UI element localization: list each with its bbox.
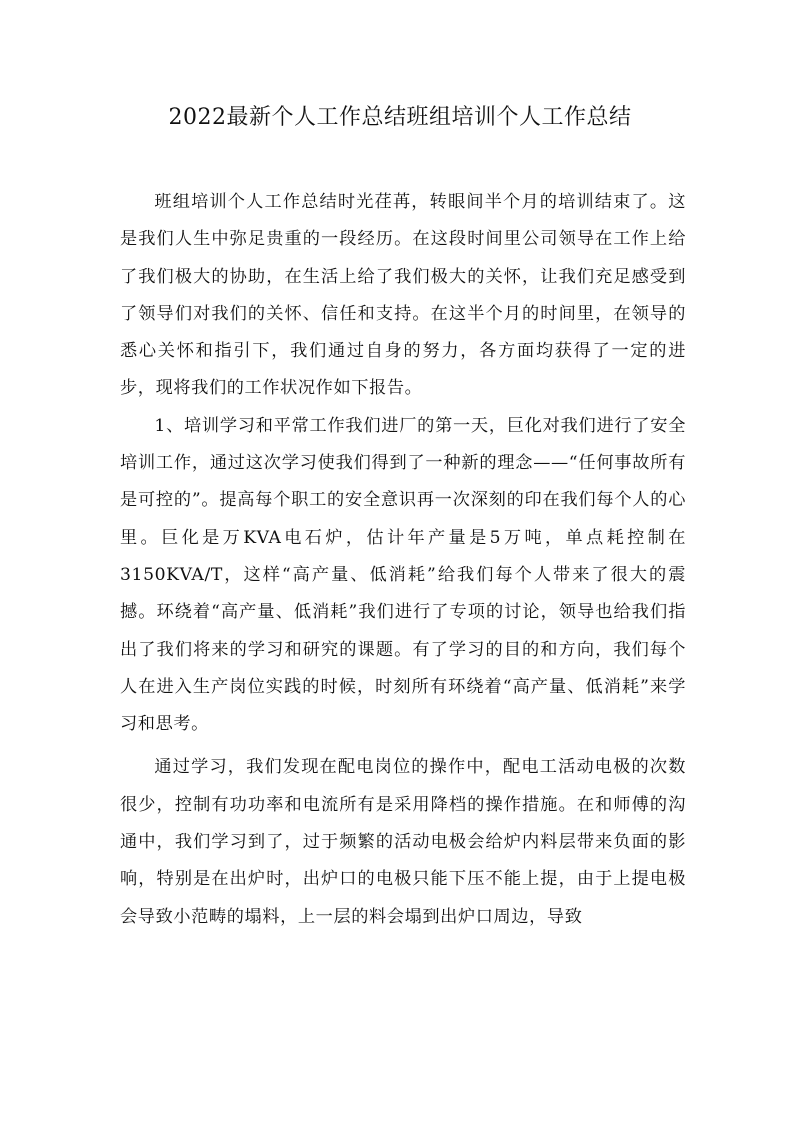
paragraph-training: 1、培训学习和平常工作我们进厂的第一天，巨化对我们进行了安全培训工作，通过这次学习使我们得到了一种新的理念——“任何事故所有是可控的”。提高每个职工的安全意识再一次深刻的印在我们每个人的心里。巨化是万KVA电石炉，估计年产量是5万吨，单点耗控制在3150KVA/T，这样“高产量、低消耗”给我们每个人带来了很大的震撼。环绕着“高产量、低消耗”我们进行了专项的讨论，领导也给我们指出了我们将来的学习和研究的课题。有了学习的目的和方向，我们每个人在进入生产岗位实践的时候，时刻所有环绕着“高产量、低消耗”来学习和思考。: [120, 415, 686, 735]
document-body: [120, 184, 686, 936]
document-title: 2022最新个人工作总结班组培训个人工作总结: [168, 105, 632, 130]
paragraph-intro: 班组培训个人工作总结时光荏苒，转眼间半个月的培训结束了。这是我们人生中弥足贵重的一段经历。在这段时间里公司领导在工作上给了我们极大的协助，在生活上给了我们极大的关怀，让我们充足感受到了领导们对我们的关怀、信任和支持。在这半个月的时间里，在领导的悉心关怀和指引下，我们通过自身的努力，各方面均获得了一定的进步，现将我们的工作状况作如下报告。: [120, 192, 686, 399]
paragraph-learning: 通过学习，我们发现在配电岗位的操作中，配电工活动电极的次数很少，控制有功功率和电流所有是采用降档的操作措施。在和师傅的沟通中，我们学习到了，过于频繁的活动电极会给炉内料层带来负面的影响，特别是在出炉时，出炉口的电极只能下压不能上提，由于上提电极会导致小范畴的塌料，上一层的料会塌到出炉口周边，导致: [120, 757, 686, 927]
